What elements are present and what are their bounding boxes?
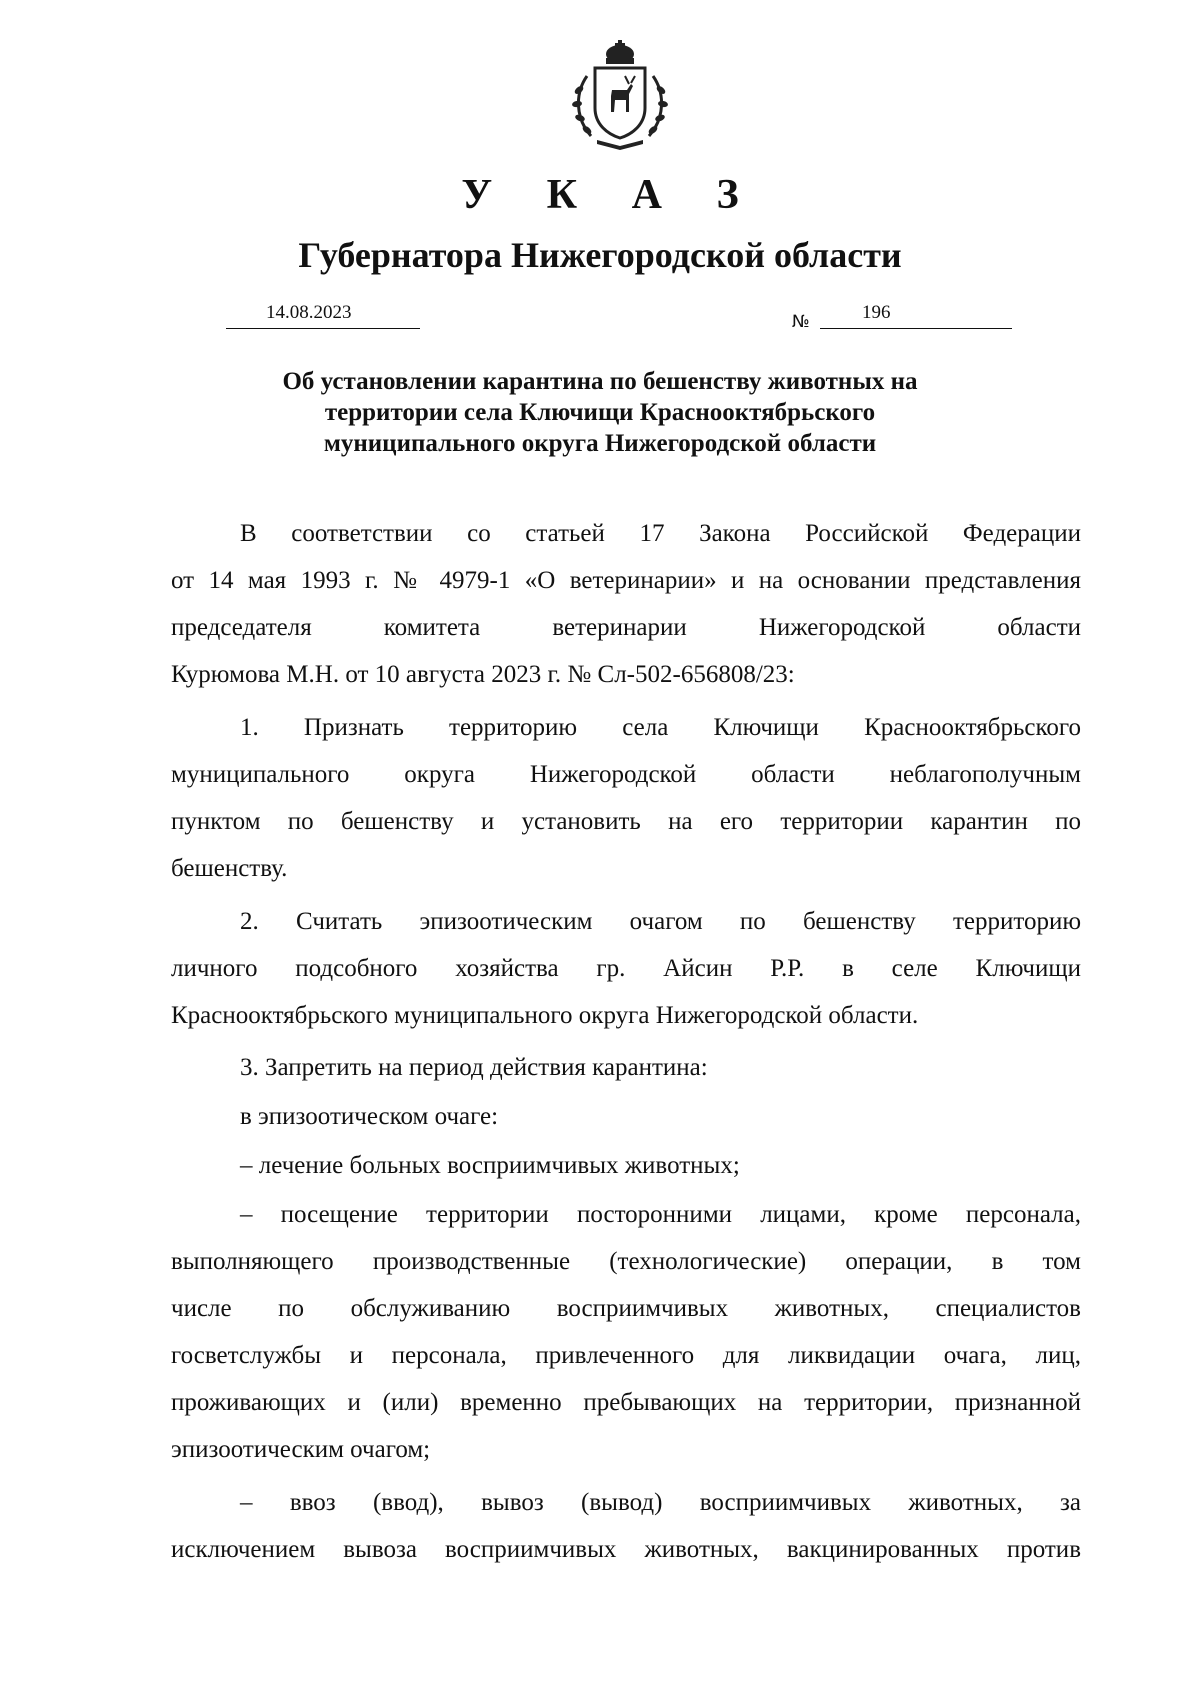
body-line: проживающих и (или) временно пребывающих на территории, признанной — [171, 1389, 1081, 1416]
body-line: от 14 мая 1993 г. № 4979-1 «О ветеринарии» и на основании представления — [171, 567, 1081, 594]
issuer-title: Губернатора Нижегородской области — [298, 235, 902, 275]
body-line: председателя комитета ветеринарии Нижегородской области — [171, 614, 1081, 641]
number-field — [820, 304, 1012, 329]
coat-of-arms-icon — [567, 38, 673, 150]
document-type-title: У К А З — [461, 172, 761, 218]
subject-line: муниципального округа Нижегородской области — [323, 430, 877, 457]
body-line: – лечение больных восприимчивых животных; — [240, 1152, 740, 1179]
body-line: госветслужбы и персонала, привлеченного для ликвидации очага, лиц, — [171, 1342, 1081, 1369]
body-line: эпизоотическим очагом; — [171, 1436, 431, 1463]
decree-subject — [200, 366, 1000, 459]
body-line: бешенству. — [171, 855, 288, 882]
body-line: 3. Запретить на период действия карантина: — [240, 1054, 708, 1081]
body-line: пунктом по бешенству и установить на его территории карантин по — [171, 808, 1081, 835]
body-line: – посещение территории посторонними лицами, кроме персонала, — [240, 1201, 1081, 1228]
body-line: исключением вывоза восприимчивых животных, вакцинированных против — [171, 1536, 1081, 1563]
decree-date: 14.08.2023 — [266, 302, 352, 323]
body-line: в эпизоотическом очаге: — [240, 1103, 499, 1130]
body-line: Курюмова М.Н. от 10 августа 2023 г. № Сл-502-656808/23: — [171, 661, 795, 688]
body-line: – ввоз (ввод), вывоз (вывод) восприимчивых животных, за — [240, 1489, 1081, 1516]
body-line: В соответствии со статьей 17 Закона Российской Федерации — [240, 520, 1081, 547]
subject-line: Об установлении карантина по бешенству животных на — [282, 368, 918, 395]
body-line: Краснооктябрьского муниципального округа Нижегородской области. — [171, 1002, 919, 1029]
body-line: выполняющего производственные (технологические) операции, в том — [171, 1248, 1081, 1275]
body-line: муниципального округа Нижегородской области неблагополучным — [171, 761, 1081, 788]
subject-line: территории села Ключищи Краснооктябрьского — [324, 399, 876, 426]
decree-number: 196 — [862, 302, 891, 323]
body-line: 2. Считать эпизоотическим очагом по бешенству территорию — [240, 908, 1081, 935]
number-label: № — [792, 312, 810, 332]
body-line: личного подсобного хозяйства гр. Айсин Р.Р. в селе Ключищи — [171, 955, 1081, 982]
body-line: числе по обслуживанию восприимчивых животных, специалистов — [171, 1295, 1081, 1322]
body-line: 1. Признать территорию села Ключищи Краснооктябрьского — [240, 714, 1081, 741]
date-field — [226, 304, 420, 329]
